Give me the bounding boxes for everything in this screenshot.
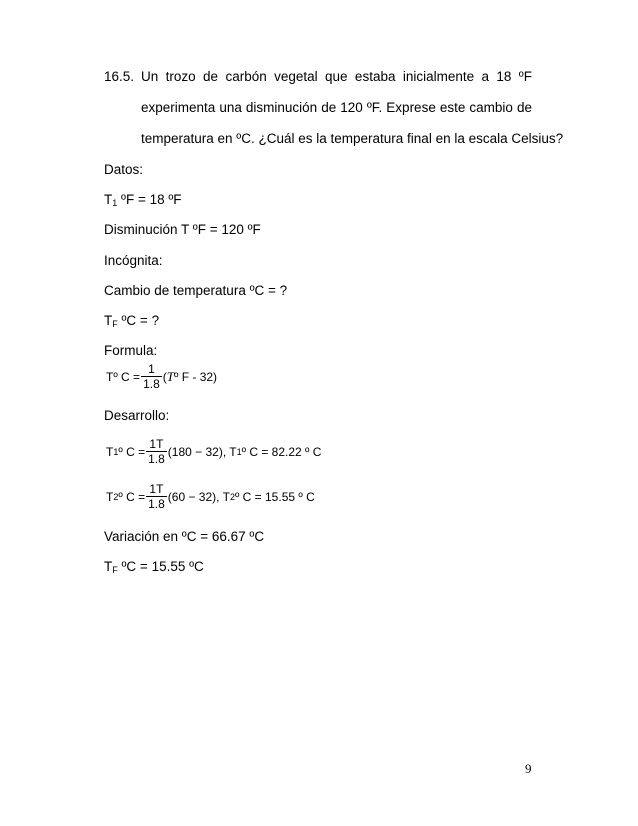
eq2-numerator: 1T [149, 482, 164, 496]
result-tf-subscript: F [112, 565, 118, 575]
eq1-fraction [146, 437, 167, 466]
incognita-heading: Incógnita: [104, 253, 163, 268]
resultado-variacion: Variación en ºC = 66.67 ºC [104, 529, 265, 544]
datos-disminucion: Disminución T ºF = 120 ºF [104, 222, 261, 237]
page-number: 9 [525, 761, 532, 776]
eq2-lhs-sub: 2 [113, 491, 119, 502]
eq1-lhs-sub: 1 [113, 446, 119, 457]
formula-fraction [141, 362, 162, 391]
eq2-rhs-sub: 2 [229, 491, 235, 502]
formula-t-italic: T [166, 368, 174, 384]
eq1-rhs-sub: 1 [236, 446, 242, 457]
eq1-rhs-a: (180 − 32), T [167, 444, 237, 459]
formula-denominator: 1.8 [143, 377, 160, 391]
eq2-lhs-t: T [106, 489, 114, 504]
incognita-tf [104, 313, 159, 329]
eq2-rhs-b: º C = 15.55 º C [234, 489, 315, 504]
desarrollo-equation-2 [106, 482, 315, 511]
problem-number: 16.5. [104, 69, 135, 84]
t1-subscript: 1 [112, 198, 118, 208]
formula-lhs: Tº C = [106, 369, 141, 384]
tf-value: ºC = ? [117, 313, 160, 328]
eq2-rhs-a: (60 − 32), T [167, 489, 230, 504]
desarrollo-equation-1 [106, 437, 321, 466]
incognita-cambio: Cambio de temperatura ºC = ? [104, 283, 288, 298]
result-tf-symbol: T [104, 559, 113, 574]
formula-equation [106, 362, 217, 391]
eq1-rhs-b: º C = 82.22 º C [241, 444, 322, 459]
problem-line-3: temperatura en ºC. ¿Cuál es la temperatura final en la escala Celsius? [141, 131, 564, 146]
formula-rest: º F - 32) [173, 369, 218, 384]
problem-line-2: experimenta una disminución de 120 ºF. Exprese este cambio de [141, 100, 532, 115]
eq1-denominator: 1.8 [148, 452, 165, 466]
tf-symbol: T [104, 313, 113, 328]
result-tf-value: ºC = 15.55 ºC [117, 559, 204, 574]
eq2-lhs-rest: º C = [118, 489, 146, 504]
t1-value: ºF = 18 ºF [117, 192, 182, 207]
eq1-lhs-rest: º C = [118, 444, 146, 459]
tf-subscript: F [112, 319, 118, 329]
datos-heading: Datos: [104, 162, 144, 177]
datos-t1 [104, 192, 182, 208]
formula-heading: Formula: [104, 343, 158, 358]
t1-symbol: T [104, 192, 113, 207]
eq1-lhs-t: T [106, 444, 114, 459]
problem-line-1: Un trozo de carbón vegetal que estaba inicialmente a 18 ºF [141, 69, 532, 84]
eq2-denominator: 1.8 [148, 497, 165, 511]
eq2-fraction [146, 482, 167, 511]
eq1-numerator: 1T [149, 437, 164, 451]
desarrollo-heading: Desarrollo: [104, 408, 170, 423]
resultado-tf [104, 559, 204, 575]
formula-numerator: 1 [148, 362, 155, 376]
formula-paren: ( [162, 369, 167, 384]
